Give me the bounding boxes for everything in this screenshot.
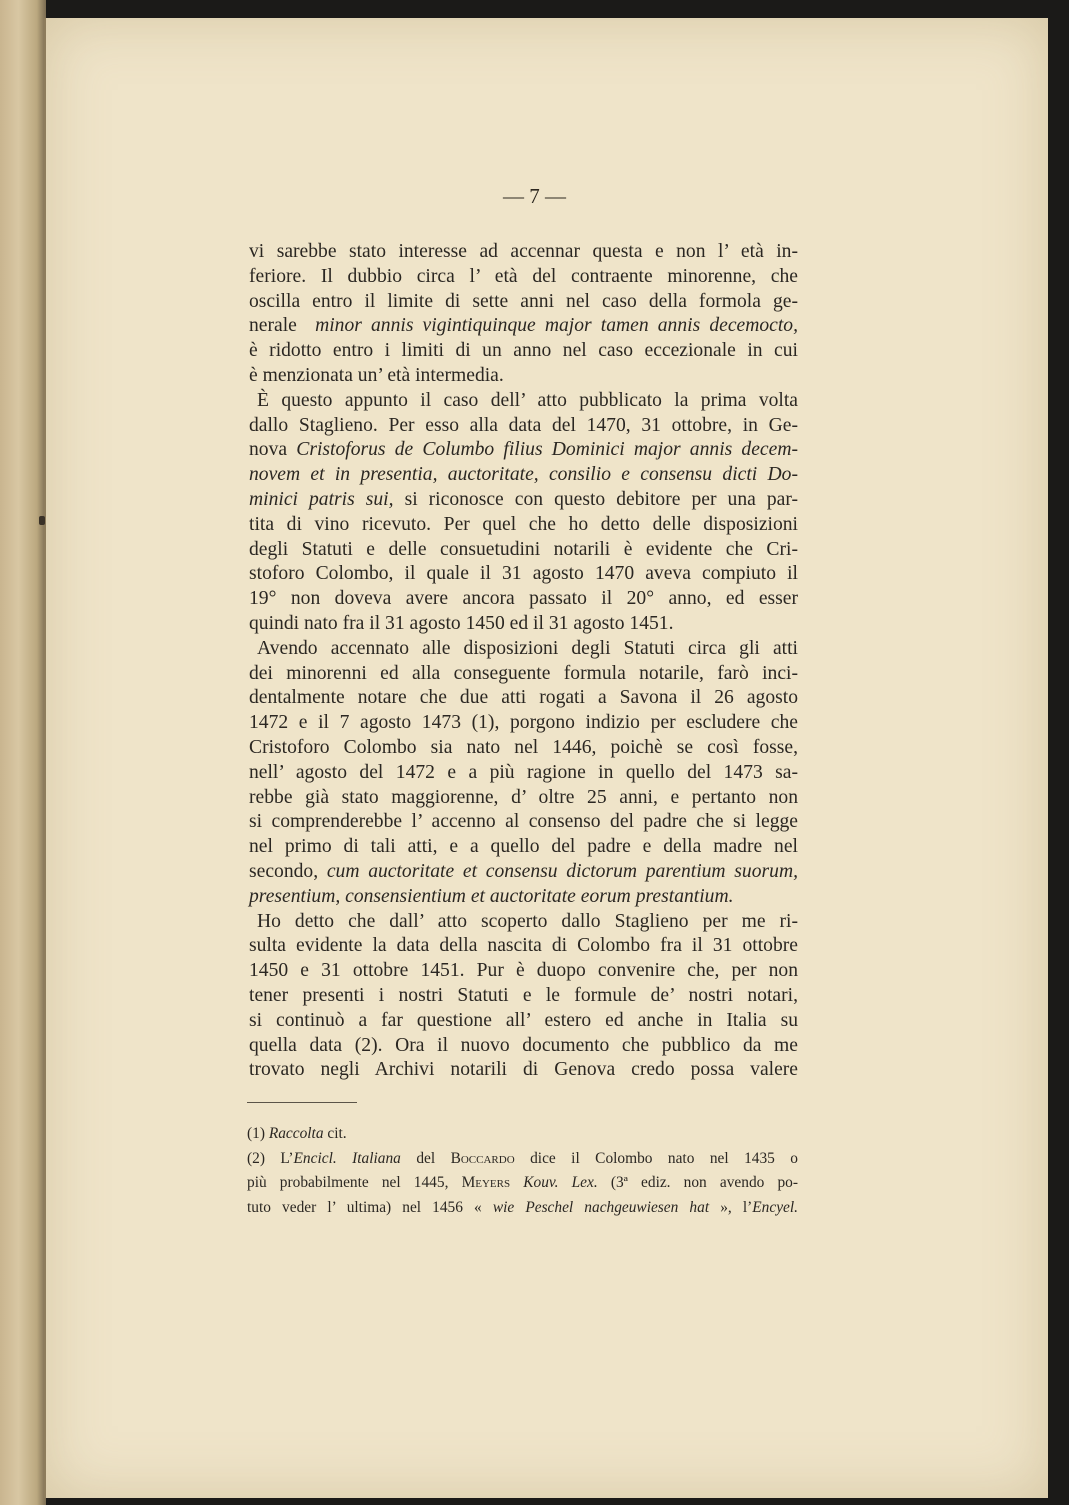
footnote-1: (1) Raccolta cit.	[247, 1125, 347, 1142]
paragraph-2: È questo appunto il caso dell’ atto pubblicato la prima volta dallo Staglieno. Per esso alla data del 1470, 31 ottobre, in Ge- nova Cristoforus de Columbo filius Dominici major annis decem- novem et in presentia, auctoritate, consilio e consensu dicti Do- minici patris sui, si riconosce con questo debitore per una par- tita di vino ricevuto. Per quel che ho detto delle disposizioni degli Statuti e delle consuetudini notarili è evidente che Cri- stoforo Colombo, il quale il 31 agosto 1470 aveva compiuto il 19° non doveva avere ancora passato il 20° anno, ed esser quindi nato fra il 31 agosto 1450 ed il 31 agosto 1451.	[249, 389, 798, 634]
paragraph-3: Avendo accennato alle disposizioni degli Statuti circa gli atti dei minorenni ed alla conseguente formula notarile, farò inci- dentalmente notare che due atti rogati a Savona il 26 agosto 1472 e il 7 agosto 1473 (1), porgono indizio per escludere che Cristoforo Colombo sia nato nel 1446, poichè se così fosse, nell’ agosto del 1472 e a più ragione in quello del 1473 sa- rebbe già stato maggiorenne, d’ oltre 25 anni, e pertanto non si comprenderebbe l’ accenno al consenso del padre che si legge nel primo di tali atti, e a quello del padre e della madre nel secondo, cum auctoritate et consensu dictorum parentium suorum, presentium, consensientium et auctoritate eorum prestantium.	[249, 637, 798, 907]
page-edge	[0, 0, 46, 1505]
footnote-2-line-1: (2) L’Encicl. Italiana del Boccardo dice il Colombo nato nel 1435 o	[247, 1149, 799, 1167]
paragraph-1: vi sarebbe stato interesse ad accennar questa e non l’ età in- feriore. Il dubbio circa l’ età del contraente minorenne, che oscilla entro il limite di sette anni nel caso della formola ge- nerale minor annis vigintiquinque major tamen annis decemocto, è ridotto entro i limiti di un anno nel caso eccezionale in cui è menzionata un’ età intermedia.	[249, 241, 798, 386]
page-number: — 7 —	[503, 184, 566, 208]
footnote-rule	[247, 1102, 357, 1103]
footnotes	[247, 1122, 798, 1220]
paragraph-4: Ho detto che dall’ atto scoperto dallo Staglieno per me ri- sulta evidente la data della nascita di Colombo fra il 31 ottobre 1450 e 31 ottobre 1451. Pur è duopo convenire che, per non tener presenti i nostri Statuti e le formule de’ nostri notari, si continuò a far questione all’ estero ed anche in Italia su quella data (2). Ora il nuovo documento che pubblico da me trovato negli Archivi notarili di Genova credo possa valere	[249, 910, 798, 1081]
footnote-2-line-2: più probabilmente nel 1445, Meyers Kouv. Lex. (3ª ediz. non avendo po-	[247, 1174, 798, 1191]
body-text	[249, 240, 798, 1083]
margin-mark	[39, 516, 45, 525]
footnote-2-line-3: tuto veder l’ ultima) nel 1456 « wie Peschel nachgeuwiesen hat », l’Encyel.	[247, 1198, 798, 1216]
